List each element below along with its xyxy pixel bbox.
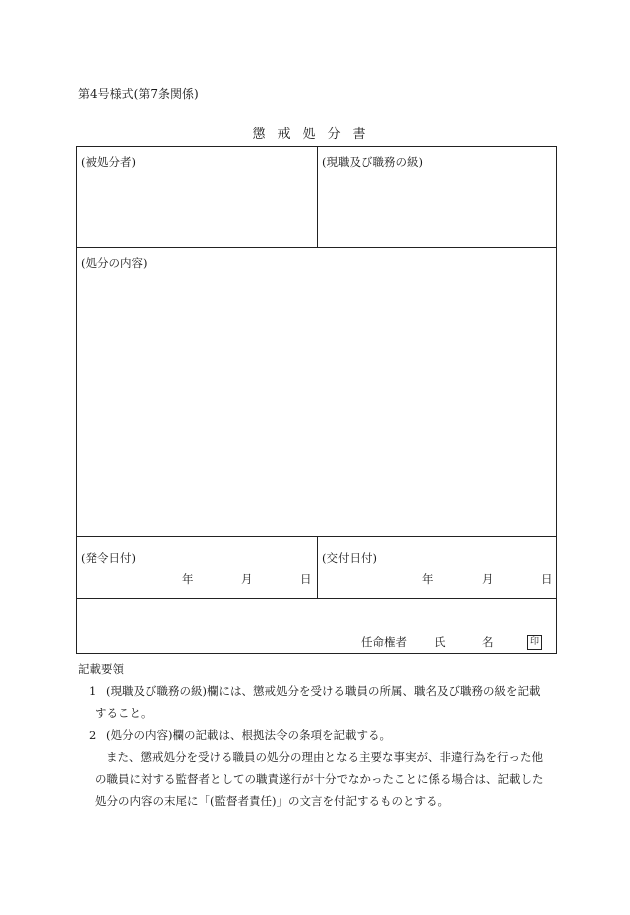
document-title: 懲戒処分書 <box>252 127 378 142</box>
seal-icon: 印 <box>527 635 542 650</box>
delivery-date-month: 月 <box>482 572 494 586</box>
item-2-text-line-2: また、懲戒処分を受ける職員の処分の理由となる主要な事実が、非違行為を行った他 <box>106 750 543 764</box>
delivery-date-day: 日 <box>541 572 553 586</box>
disposition-form-table <box>76 146 557 654</box>
delivery-date-year: 年 <box>422 572 434 586</box>
item-2-text-line-3: の職員に対する監督者としての職責遂行が十分でなかったことに係る場合は、記載した <box>95 772 544 786</box>
row-divider <box>77 598 556 599</box>
issue-date-month: 月 <box>241 572 253 586</box>
issue-date-year: 年 <box>182 572 194 586</box>
item-1-number: 1 <box>89 684 97 698</box>
row-divider <box>77 247 556 248</box>
delivery-date-label: (交付日付) <box>322 551 377 565</box>
item-2-number: 2 <box>89 728 97 742</box>
position-label: (現職及び職務の級) <box>322 155 423 169</box>
content-label: (処分の内容) <box>81 256 148 270</box>
issue-date-day: 日 <box>300 572 312 586</box>
item-1-text-line-1: (現職及び職務の級)欄には、懲戒処分を受ける職員の所属、職名及び職務の級を記載 <box>106 684 541 698</box>
item-2-text-line-1: (処分の内容)欄の記載は、根拠法令の条項を記載する。 <box>106 728 391 742</box>
instructions-heading: 記載要領 <box>78 662 124 676</box>
name-label-2: 名 <box>482 635 494 649</box>
issue-date-label: (発令日付) <box>81 551 136 565</box>
form-number: 第4号様式(第7条関係) <box>78 87 199 101</box>
appointer-label: 任命権者 <box>361 635 407 649</box>
item-1-text-line-2: すること。 <box>95 706 153 720</box>
column-divider <box>317 147 318 247</box>
item-2-text-line-4: 処分の内容の末尾に「(監督者責任)」の文言を付記するものとする。 <box>95 794 449 808</box>
subject-label: (被処分者) <box>81 155 136 169</box>
name-label-1: 氏 <box>434 635 446 649</box>
seal-box <box>527 633 542 650</box>
column-divider <box>317 536 318 598</box>
